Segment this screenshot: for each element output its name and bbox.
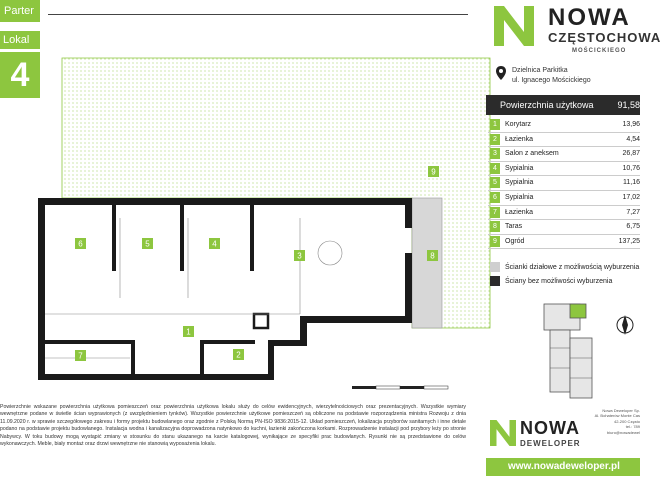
north-compass-icon	[616, 314, 634, 336]
list-item	[488, 191, 640, 206]
room-badge-3	[294, 250, 305, 261]
room-number-badge: 6	[490, 192, 500, 203]
list-item	[488, 118, 640, 133]
svg-text:1: 1	[186, 327, 191, 337]
room-number-badge: 5	[490, 177, 500, 188]
room-badge-4	[209, 238, 220, 249]
room-number-badge: 2	[490, 134, 500, 145]
developer-subtitle: DEWELOPER	[520, 439, 581, 448]
svg-text:5: 5	[145, 239, 150, 249]
list-item	[488, 147, 640, 162]
list-item	[488, 220, 640, 235]
address-district: Dzielnica Parkitka	[512, 67, 568, 74]
contact-email: biuro@nowadewel	[607, 429, 640, 435]
terrace-area	[412, 198, 442, 328]
address-street: ul. Ignacego Mościckiego	[512, 77, 591, 84]
room-number-badge: 9	[490, 236, 500, 247]
room-area: 6,75	[626, 223, 640, 231]
room-number-badge: 4	[490, 163, 500, 174]
room-badge-9	[428, 166, 439, 177]
room-name: Korytarz	[505, 121, 532, 128]
room-badge-6	[75, 238, 86, 249]
room-badge-8	[427, 250, 438, 261]
legend-fixed-label: Ściany bez możliwości wyburzenia	[505, 278, 613, 285]
room-number-badge: 1	[490, 119, 500, 130]
usable-area-value: 91,58	[617, 100, 640, 110]
room-badge-7	[75, 350, 86, 361]
legend-swatch-dark	[490, 276, 500, 286]
room-area: 10,76	[622, 164, 640, 172]
svg-text:2: 2	[236, 350, 241, 360]
building-location-map	[536, 298, 608, 408]
room-area: 13,96	[622, 121, 640, 128]
legend-swatch-light	[490, 262, 500, 272]
list-item	[488, 176, 640, 191]
room-badge-2	[233, 349, 244, 360]
lokal-number: 4	[0, 52, 40, 98]
room-name: Sypialnia	[505, 179, 534, 187]
room-area: 11,16	[623, 179, 640, 187]
contact-phone: tel.: 789	[625, 424, 640, 430]
room-area: 17,02	[622, 193, 640, 201]
brand-city: CZĘSTOCHOWA	[548, 30, 661, 45]
svg-text:9: 9	[431, 167, 436, 177]
legend-movable-walls	[490, 262, 640, 274]
list-item	[488, 206, 640, 221]
room-number-badge: 8	[490, 221, 500, 232]
developer-logo-icon	[490, 420, 516, 446]
brand-district: MOŚCICKIEGO	[572, 48, 627, 54]
room-name: Łazienka	[505, 208, 534, 216]
usable-area-label: Powierzchnia użytkowa	[500, 100, 594, 110]
svg-text:3: 3	[297, 251, 302, 261]
room-area: 7,27	[626, 208, 640, 216]
room-area: 4,54	[626, 135, 640, 143]
svg-text:4: 4	[212, 239, 217, 249]
shaft-box	[254, 314, 268, 328]
room-list	[488, 118, 640, 249]
room-name: Ogród	[505, 237, 525, 245]
contact-city: 42-200 Często	[613, 418, 640, 424]
room-number-badge: 7	[490, 207, 500, 218]
contact-company: Nowa Deweloper Sp.	[602, 408, 640, 413]
nowa-logo-icon	[494, 6, 534, 46]
room-badge-1	[183, 326, 194, 337]
usable-area-header	[486, 95, 640, 115]
room-name: Sypialnia	[505, 193, 534, 201]
list-item	[488, 235, 640, 250]
room-name: Salon z aneksem	[505, 150, 559, 158]
room-area: 26,87	[622, 150, 640, 158]
scale-bar	[350, 384, 450, 398]
svg-text:8: 8	[430, 251, 435, 261]
room-area: 137,25	[618, 237, 640, 245]
lokal-label: Lokal	[0, 31, 40, 49]
room-number-badge: 3	[490, 148, 500, 159]
room-badge-5	[142, 238, 153, 249]
developer-name: NOWA	[520, 418, 580, 438]
contact-street: Al. Bohaterów Monte Cas	[594, 413, 640, 419]
top-divider	[48, 14, 468, 15]
list-item	[488, 162, 640, 177]
developer-contact	[588, 408, 640, 435]
svg-text:7: 7	[78, 351, 83, 361]
floor-label: Parter	[0, 0, 40, 22]
svg-text:6: 6	[78, 239, 83, 249]
website-link[interactable]: www.nowadeweloper.pl	[486, 458, 640, 476]
floor-plan	[0, 58, 490, 388]
legend-movable-label: Ścianki działowe z możliwością wyburzenia	[505, 264, 640, 271]
room-name: Sypialnia	[505, 164, 534, 172]
legend-fixed-walls	[490, 276, 640, 288]
location-pin-icon	[496, 66, 506, 80]
room-name: Łazienka	[505, 135, 534, 143]
legal-disclaimer: Powierzchnie wskazane powierzchnia użytkowa pomieszczeń oraz powierzchnia użytkowa lokalu służy do celów ewidencyjnych, wierzytelnościowych oraz prezentacyjnych. Wszystkie wymiary wewnętrzne podane w świetle ścian wyprawionych (z uwzględnieniem tynków). Wszystkie powierzchnie użytkowe pomieszczeń są obliczone na podstawie rozporządzenia ministra Rozwoju z dnia 11.09.2020 r. w sprawie szczegółowego zakresu i formy projektu budowlanego oraz zgodnie z Polską Normą PN-ISO 9836:2015-12. Układ pomieszczeń, lokalizacja przyborów sanitarnych i inne detale podano na podstawie projektu budowlanego. Instalacja wodna i kanalizacyjna doprowadzona natynkowo do kuchni, łazienki zakończona korkami. Rozprowadzenie instalacji pod przybory leży po stronie Nabywcy. W toku budowy mogą wystąpić zmiany w stosunku do stanu ukazanego na karcie katalogowej, wynikające ze specyfiki prac budowlanych. Rysunki nie są przedstawione do celów wykonawczych. Meble, biały montaż oraz drzwi wewnętrzne nie stanowią wyposażenia lokalu.	[0, 404, 466, 448]
list-item	[488, 133, 640, 148]
brand-name: NOWA	[548, 4, 631, 31]
room-name: Taras	[505, 223, 523, 231]
